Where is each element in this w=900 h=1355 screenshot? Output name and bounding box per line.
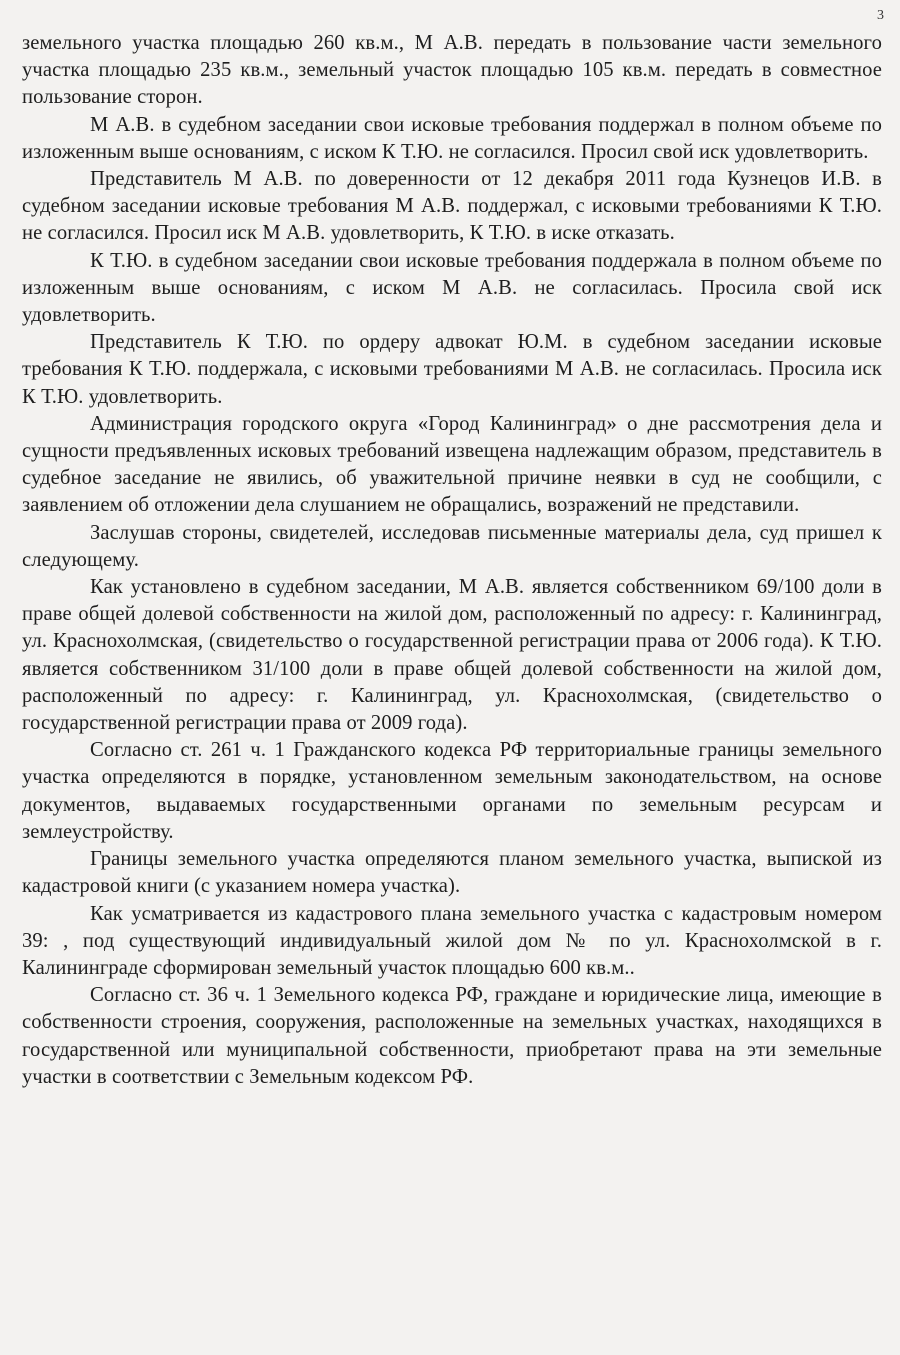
paragraph: Согласно ст. 36 ч. 1 Земельного кодекса РФ, граждане и юридические лица, имеющие в собственности строения, сооружения, расположенные на земельных участках, находящихся в государственной или муниципальной собственности, приобретают права на эти земельные участки в соответствии с Земельным кодексом РФ.: [22, 984, 882, 1088]
page-number: 3: [877, 8, 884, 23]
paragraph: Как усматривается из кадастрового плана земельного участка с кадастровым номером 39: , под существующий индивидуальный жилой дом № по ул. Краснохолмской в г. Калининграде сформирован земельный участок площадью 600 кв.м..: [22, 902, 882, 979]
paragraph: Как установлено в судебном заседании, М А.В. является собственником 69/100 доли в праве общей долевой собственности на жилой дом, расположенный по адресу: г. Калининград, ул. Краснохолмская, (свидетельство о государственной регистрации права от 2006 года). К Т.Ю. является собственником 31/100 доли в праве общей долевой собственности на жилой дом, расположенный по адресу: г. Калининград, ул. Краснохолмская, (свидетельство о государственной регистрации права от 2009 года).: [22, 576, 882, 735]
document-body: [22, 30, 882, 1091]
paragraph: Представитель К Т.Ю. по ордеру адвокат Ю.М. в судебном заседании исковые требования К Т.Ю. поддержала, с исковыми требованиями М А.В. не согласилась. Просила иск К Т.Ю. удовлетворить.: [22, 331, 882, 408]
paragraph: Администрация городского округа «Город Калининград» о дне рассмотрения дела и сущности предъявленных исковых требований извещена надлежащим образом, представитель в судебное заседание не явились, об уважительной причине неявки в суд не сообщили, с заявлением об отложении дела слушанием не обращались, возражений не представили.: [22, 412, 882, 517]
paragraph: Границы земельного участка определяются планом земельного участка, выпиской из кадастровой книги (с указанием номера участка).: [22, 848, 882, 898]
paragraph: Представитель М А.В. по доверенности от 12 декабря 2011 года Кузнецов И.В. в судебном заседании исковые требования М А.В. поддержал, с исковыми требованиями К Т.Ю. не согласился. Просил иск М А.В. удовлетворить, К Т.Ю. в иске отказать.: [22, 168, 882, 245]
paragraph: Согласно ст. 261 ч. 1 Гражданского кодекса РФ территориальные границы земельного участка определяются в порядке, установленном земельным законодательством, на основе документов, выдаваемых государственными органами по земельным ресурсам и землеустройству.: [22, 739, 882, 843]
paragraph: К Т.Ю. в судебном заседании свои исковые требования поддержала в полном объеме по изложенным выше основаниям, с иском М А.В. не согласилась. Просила свой иск удовлетворить.: [22, 249, 882, 327]
paragraph: Заслушав стороны, свидетелей, исследовав письменные материалы дела, суд пришел к следующему.: [22, 521, 882, 571]
paragraph: земельного участка площадью 260 кв.м., М А.В. передать в пользование части земельного участка площадью 235 кв.м., земельный участок площадью 105 кв.м. передать в совместное пользование сторон.: [22, 32, 882, 109]
paragraph: М А.В. в судебном заседании свои исковые требования поддержал в полном объеме по изложенным выше основаниям, с иском К Т.Ю. не согласился. Просил свой иск удовлетворить.: [22, 113, 882, 163]
